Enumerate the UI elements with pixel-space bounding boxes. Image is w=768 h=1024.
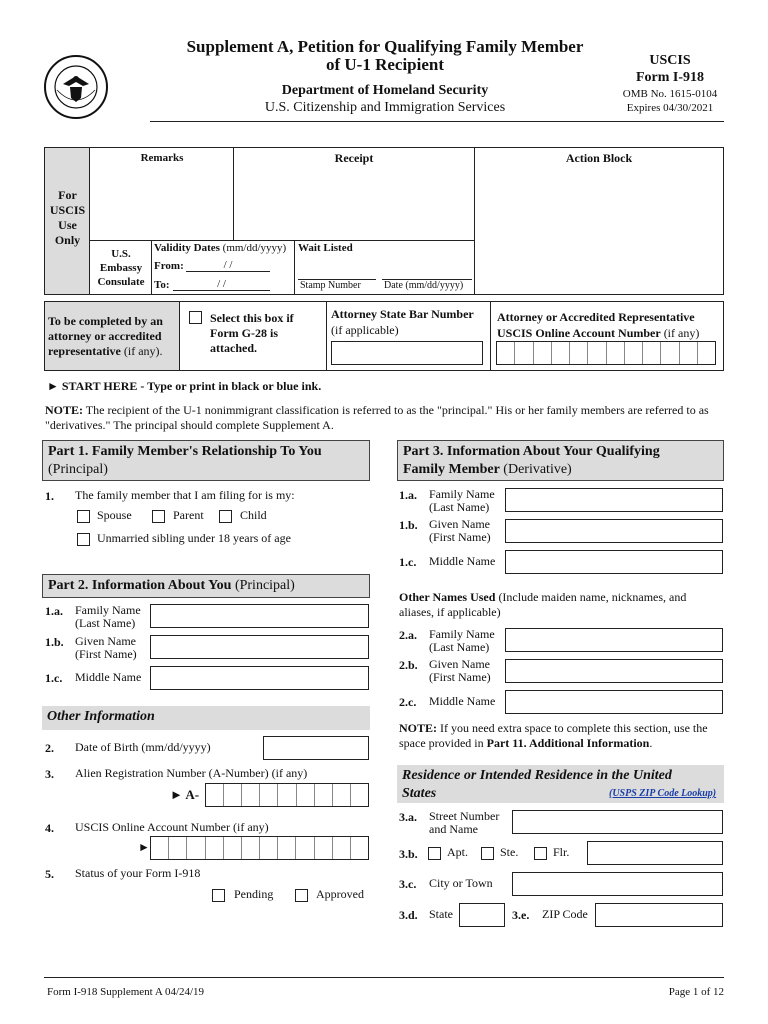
p3-2c-label: Middle Name: [429, 694, 496, 708]
divider: [474, 148, 475, 294]
from-label: From:: [154, 260, 184, 272]
expiration-date: Expires 04/30/2021: [626, 102, 714, 114]
agency-name: U.S. Citizenship and Immigration Services: [264, 100, 506, 115]
other-info-header: Other Information: [42, 706, 370, 730]
a-number-prefix: ► A-: [170, 787, 200, 802]
q2-label: Date of Birth (mm/dd/yyyy): [75, 740, 211, 754]
p3-middle-name-input[interactable]: [505, 550, 723, 574]
validity-dates-label: Validity Dates (mm/dd/yyyy): [154, 242, 287, 254]
footer-rule: [44, 977, 724, 978]
divider: [151, 240, 152, 294]
q2-number: 2.: [45, 741, 54, 755]
omb-number: OMB No. 1615-0104: [622, 88, 718, 100]
p3-2a-label: Family Name (Last Name): [429, 627, 495, 654]
divider: [326, 302, 327, 370]
intro-note: NOTE: The recipient of the U-1 nonimmigrant classification is referred to as the "principal." His or her family members are referred to as "derivatives." The principal should complete Supplement A.: [45, 403, 709, 432]
divider: [90, 240, 475, 241]
zip-lookup-link[interactable]: (USPS ZIP Code Lookup): [609, 788, 717, 799]
start-here: ► START HERE - Type or print in black or blue ink.: [47, 379, 322, 393]
rep-account-input[interactable]: [496, 341, 716, 365]
q3-number: 3.: [45, 767, 54, 781]
parent-checkbox[interactable]: [152, 510, 165, 523]
bar-number-sub: (if applicable): [331, 323, 399, 337]
to-label: To:: [154, 279, 170, 291]
p2-1c-label: Middle Name: [75, 670, 142, 684]
part2-header: Part 2. Information About You (Principal): [42, 574, 370, 598]
p3-2b-label: Given Name (First Name): [429, 657, 491, 684]
ste-label: Ste.: [500, 845, 519, 859]
q5-label: Status of your Form I-918: [75, 866, 201, 880]
q1-number: 1.: [45, 489, 54, 503]
p3-1a-label: Family Name (Last Name): [429, 487, 495, 514]
footer-form-id: Form I-918 Supplement A 04/24/19: [47, 986, 205, 998]
street-input[interactable]: [512, 810, 723, 834]
p3-3a-label: Street Number and Name: [429, 809, 500, 836]
arrow-icon: ►: [138, 840, 150, 854]
p3-3a-number: 3.a.: [399, 810, 417, 824]
zip-code-input[interactable]: [595, 903, 723, 927]
p2-family-name-input[interactable]: [150, 604, 369, 628]
p3-1b-label: Given Name (First Name): [429, 517, 491, 544]
p3-1a-number: 1.a.: [399, 488, 417, 502]
p3-other-given-name-input[interactable]: [505, 659, 723, 683]
wait-listed-label: Wait Listed: [298, 242, 353, 254]
uscis-account-input[interactable]: [150, 836, 369, 860]
child-checkbox[interactable]: [219, 510, 232, 523]
date-of-birth-input[interactable]: [263, 736, 369, 760]
p2-1a-label: Family Name (Last Name): [75, 603, 141, 630]
action-block-label: Action Block: [565, 151, 633, 165]
pending-checkbox[interactable]: [212, 889, 225, 902]
approved-label: Approved: [316, 887, 364, 901]
q5-number: 5.: [45, 867, 54, 881]
apt-label: Apt.: [447, 845, 468, 859]
p2-middle-name-input[interactable]: [150, 666, 369, 690]
p3-given-name-input[interactable]: [505, 519, 723, 543]
footer-page-number: Page 1 of 12: [668, 986, 724, 998]
form-title-line2: of U-1 Recipient: [325, 55, 445, 74]
bar-number-input[interactable]: [331, 341, 483, 365]
department-name: Department of Homeland Security: [281, 83, 489, 98]
p2-1a-number: 1.a.: [45, 604, 63, 618]
state-input[interactable]: [459, 903, 505, 927]
to-date: / /: [173, 278, 270, 291]
approved-checkbox[interactable]: [295, 889, 308, 902]
embassy-label: U.S. Embassy Consulate: [97, 248, 145, 288]
stamp-number-label: Stamp Number: [300, 280, 361, 291]
p3-3b-number: 3.b.: [399, 847, 418, 861]
divider: [294, 240, 295, 294]
p3-3e-label: ZIP Code: [542, 907, 588, 921]
pending-label: Pending: [234, 887, 274, 901]
form-title-line1: Supplement A, Petition for Qualifying Family Member: [186, 37, 584, 56]
p3-1c-number: 1.c.: [399, 555, 417, 569]
attorney-intro-text: To be completed by an attorney or accredited representative (if any).: [48, 314, 163, 358]
part1-header: Part 1. Family Member's Relationship To You (Principal): [42, 440, 370, 481]
part3-header: Part 3. Information About Your Qualifying Family Member (Derivative): [397, 440, 724, 481]
p3-3c-label: City or Town: [429, 876, 493, 890]
part3-note: NOTE: If you need extra space to complete this section, use the space provided in Part 11. Additional Information.: [399, 721, 708, 750]
receipt-label: Receipt: [334, 151, 374, 165]
q3-label: Alien Registration Number (A-Number) (if any): [75, 766, 308, 780]
other-names-text: Other Names Used (Include maiden name, nicknames, and aliases, if applicable): [399, 590, 687, 619]
flr-checkbox[interactable]: [534, 847, 547, 860]
p3-2b-number: 2.b.: [399, 658, 418, 672]
header-rule: [150, 121, 724, 122]
p3-1c-label: Middle Name: [429, 554, 496, 568]
p3-3c-number: 3.c.: [399, 877, 417, 891]
sibling-label: Unmarried sibling under 18 years of age: [97, 531, 291, 545]
p2-1b-label: Given Name (First Name): [75, 634, 137, 661]
p3-2c-number: 2.c.: [399, 695, 417, 709]
p3-3d-number: 3.d.: [399, 908, 418, 922]
p2-1c-number: 1.c.: [45, 671, 63, 685]
from-date: / /: [186, 259, 270, 272]
q4-number: 4.: [45, 821, 54, 835]
city-input[interactable]: [512, 872, 723, 896]
rep-account-label: Attorney or Accredited Representative USCIS Online Account Number (if any): [497, 310, 700, 340]
apt-checkbox[interactable]: [428, 847, 441, 860]
dhs-seal: [43, 54, 109, 120]
p3-other-family-name-input[interactable]: [505, 628, 723, 652]
unit-number-input[interactable]: [587, 841, 723, 865]
form-number: Form I-918: [635, 70, 705, 85]
sibling-checkbox[interactable]: [77, 533, 90, 546]
p3-3d-label: State: [429, 907, 453, 921]
bar-number-label: Attorney State Bar Number: [331, 307, 474, 321]
date-label: Date (mm/dd/yyyy): [384, 280, 464, 291]
spouse-label: Spouse: [97, 508, 132, 522]
residence-header: Residence or Intended Residence in the United States: [397, 765, 724, 803]
g28-label: Select this box if Form G-28 is attached.: [210, 311, 294, 355]
parent-label: Parent: [173, 508, 204, 522]
divider: [490, 302, 491, 370]
p2-1b-number: 1.b.: [45, 635, 64, 649]
g28-checkbox[interactable]: [189, 311, 202, 324]
remarks-label: Remarks: [140, 152, 184, 164]
uscis-side-label: For USCIS Use Only: [49, 188, 86, 247]
p3-3e-number: 3.e.: [512, 908, 530, 922]
p3-1b-number: 1.b.: [399, 518, 418, 532]
a-number-input[interactable]: [205, 783, 369, 807]
spouse-checkbox[interactable]: [77, 510, 90, 523]
p2-given-name-input[interactable]: [150, 635, 369, 659]
p3-family-name-input[interactable]: [505, 488, 723, 512]
child-label: Child: [240, 508, 267, 522]
q1-label: The family member that I am filing for is my:: [75, 488, 295, 502]
p3-2a-number: 2.a.: [399, 628, 417, 642]
flr-label: Flr.: [553, 845, 570, 859]
form-agency: USCIS: [649, 53, 691, 68]
q4-label: USCIS Online Account Number (if any): [75, 820, 269, 834]
ste-checkbox[interactable]: [481, 847, 494, 860]
p3-other-middle-name-input[interactable]: [505, 690, 723, 714]
